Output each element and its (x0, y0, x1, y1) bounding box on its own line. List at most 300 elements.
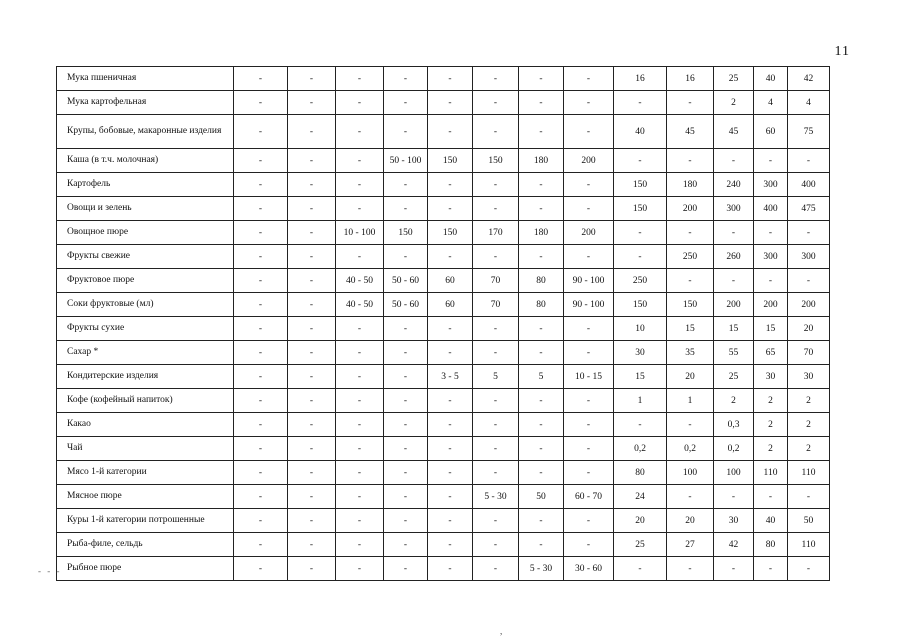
value-cell: - (519, 413, 564, 437)
value-cell: 15 (667, 317, 714, 341)
value-cell: - (288, 533, 336, 557)
value-cell: - (754, 485, 788, 509)
value-cell: 110 (788, 461, 830, 485)
value-cell: - (714, 485, 754, 509)
value-cell: - (714, 221, 754, 245)
value-cell: 180 (667, 173, 714, 197)
value-cell: - (428, 461, 473, 485)
value-cell: 150 (473, 149, 519, 173)
value-cell: - (288, 197, 336, 221)
value-cell: - (788, 557, 830, 581)
table-row (57, 389, 830, 413)
value-cell: - (428, 557, 473, 581)
value-cell: - (384, 413, 428, 437)
value-cell: 10 - 100 (336, 221, 384, 245)
value-cell: 55 (714, 341, 754, 365)
value-cell: 110 (754, 461, 788, 485)
value-cell: - (667, 485, 714, 509)
product-name-cell: Куры 1-й категории потрошенные (57, 509, 234, 533)
value-cell: 30 (754, 365, 788, 389)
value-cell: 2 (788, 437, 830, 461)
value-cell: - (667, 91, 714, 115)
table-row (57, 317, 830, 341)
value-cell: - (473, 461, 519, 485)
value-cell: 3 - 5 (428, 365, 473, 389)
value-cell: - (614, 221, 667, 245)
value-cell: - (384, 245, 428, 269)
value-cell: 16 (614, 67, 667, 91)
value-cell: 400 (754, 197, 788, 221)
value-cell: 110 (788, 533, 830, 557)
value-cell: 50 - 100 (384, 149, 428, 173)
value-cell: - (336, 245, 384, 269)
table-row (57, 509, 830, 533)
value-cell: - (336, 149, 384, 173)
value-cell: - (384, 437, 428, 461)
value-cell: 40 (754, 67, 788, 91)
value-cell: - (336, 461, 384, 485)
value-cell: 30 (714, 509, 754, 533)
product-name-cell: Соки фруктовые (мл) (57, 293, 234, 317)
value-cell: 60 - 70 (564, 485, 614, 509)
value-cell: 50 - 60 (384, 269, 428, 293)
value-cell: - (234, 557, 288, 581)
value-cell: 90 - 100 (564, 293, 614, 317)
product-name-cell: Картофель (57, 173, 234, 197)
value-cell: 2 (714, 389, 754, 413)
value-cell: - (519, 173, 564, 197)
value-cell: - (288, 149, 336, 173)
value-cell: 15 (714, 317, 754, 341)
value-cell: 20 (667, 365, 714, 389)
value-cell: - (564, 437, 614, 461)
value-cell: - (564, 389, 614, 413)
value-cell: 300 (754, 173, 788, 197)
value-cell: 80 (754, 533, 788, 557)
value-cell: 5 (519, 365, 564, 389)
value-cell: - (754, 149, 788, 173)
table-row (57, 149, 830, 173)
value-cell: - (234, 389, 288, 413)
value-cell: - (714, 269, 754, 293)
value-cell: - (667, 221, 714, 245)
value-cell: 60 (754, 115, 788, 149)
value-cell: 5 (473, 365, 519, 389)
value-cell: 150 (428, 221, 473, 245)
value-cell: 300 (788, 245, 830, 269)
value-cell: - (234, 91, 288, 115)
table-row (57, 533, 830, 557)
value-cell: - (788, 485, 830, 509)
value-cell: - (384, 341, 428, 365)
value-cell: - (564, 533, 614, 557)
value-cell: - (428, 317, 473, 341)
product-name-cell: Мясное пюре (57, 485, 234, 509)
value-cell: - (428, 245, 473, 269)
value-cell: - (336, 67, 384, 91)
value-cell: 16 (667, 67, 714, 91)
value-cell: - (336, 317, 384, 341)
value-cell: - (428, 67, 473, 91)
value-cell: - (288, 389, 336, 413)
value-cell: - (336, 341, 384, 365)
table-row (57, 437, 830, 461)
value-cell: 75 (788, 115, 830, 149)
product-name-cell: Рыбное пюре (57, 557, 234, 581)
product-name-cell: Фрукты сухие (57, 317, 234, 341)
value-cell: - (234, 533, 288, 557)
value-cell: 250 (667, 245, 714, 269)
value-cell: 150 (667, 293, 714, 317)
value-cell: 150 (614, 293, 667, 317)
value-cell: - (234, 67, 288, 91)
value-cell: - (428, 341, 473, 365)
value-cell: - (754, 557, 788, 581)
value-cell: - (384, 173, 428, 197)
value-cell: - (384, 557, 428, 581)
value-cell: - (336, 365, 384, 389)
table-row (57, 115, 830, 149)
value-cell: - (564, 509, 614, 533)
table-row (57, 197, 830, 221)
value-cell: - (614, 557, 667, 581)
value-cell: - (336, 197, 384, 221)
value-cell: 475 (788, 197, 830, 221)
product-name-cell: Какао (57, 413, 234, 437)
value-cell: - (288, 269, 336, 293)
value-cell: - (519, 317, 564, 341)
value-cell: - (288, 437, 336, 461)
product-name-cell: Мука картофельная (57, 91, 234, 115)
value-cell: - (714, 557, 754, 581)
value-cell: - (473, 389, 519, 413)
value-cell: - (519, 67, 564, 91)
value-cell: 2 (788, 389, 830, 413)
value-cell: 2 (754, 413, 788, 437)
value-cell: - (473, 317, 519, 341)
value-cell: - (288, 245, 336, 269)
value-cell: 50 (519, 485, 564, 509)
product-name-cell: Кондитерские изделия (57, 365, 234, 389)
value-cell: 65 (754, 341, 788, 365)
value-cell: - (564, 67, 614, 91)
value-cell: - (384, 115, 428, 149)
product-name-cell: Мука пшеничная (57, 67, 234, 91)
value-cell: - (473, 197, 519, 221)
value-cell: - (519, 509, 564, 533)
value-cell: 300 (754, 245, 788, 269)
value-cell: 45 (667, 115, 714, 149)
product-name-cell: Крупы, бобовые, макаронные изделия (57, 115, 234, 149)
value-cell: - (234, 341, 288, 365)
value-cell: - (428, 509, 473, 533)
value-cell: 0,2 (614, 437, 667, 461)
value-cell: 24 (614, 485, 667, 509)
value-cell: 250 (614, 269, 667, 293)
value-cell: 30 (788, 365, 830, 389)
table-row (57, 245, 830, 269)
value-cell: 200 (754, 293, 788, 317)
value-cell: - (288, 173, 336, 197)
value-cell: - (473, 341, 519, 365)
table-row (57, 461, 830, 485)
value-cell: - (234, 293, 288, 317)
value-cell: - (234, 197, 288, 221)
value-cell: 1 (614, 389, 667, 413)
value-cell: - (384, 461, 428, 485)
value-cell: 90 - 100 (564, 269, 614, 293)
value-cell: - (564, 461, 614, 485)
value-cell: - (428, 485, 473, 509)
value-cell: 150 (384, 221, 428, 245)
value-cell: 2 (714, 91, 754, 115)
value-cell: 2 (754, 389, 788, 413)
table-row (57, 341, 830, 365)
value-cell: 400 (788, 173, 830, 197)
value-cell: - (564, 413, 614, 437)
value-cell: 200 (714, 293, 754, 317)
value-cell: - (336, 437, 384, 461)
value-cell: - (384, 509, 428, 533)
value-cell: 27 (667, 533, 714, 557)
value-cell: 2 (754, 437, 788, 461)
value-cell: - (428, 533, 473, 557)
stray-mark-left: - - - (38, 566, 62, 576)
table-row (57, 91, 830, 115)
value-cell: - (234, 269, 288, 293)
value-cell: - (288, 341, 336, 365)
value-cell: - (564, 115, 614, 149)
value-cell: - (288, 293, 336, 317)
value-cell: 5 - 30 (519, 557, 564, 581)
value-cell: - (336, 91, 384, 115)
value-cell: 45 (714, 115, 754, 149)
value-cell: - (519, 197, 564, 221)
value-cell: - (564, 341, 614, 365)
value-cell: - (336, 389, 384, 413)
value-cell: - (428, 437, 473, 461)
value-cell: - (234, 149, 288, 173)
value-cell: - (564, 173, 614, 197)
value-cell: - (614, 245, 667, 269)
product-name-cell: Овощи и зелень (57, 197, 234, 221)
value-cell: - (234, 413, 288, 437)
value-cell: - (288, 221, 336, 245)
table-row (57, 485, 830, 509)
value-cell: - (336, 413, 384, 437)
value-cell: 20 (614, 509, 667, 533)
value-cell: 15 (614, 365, 667, 389)
value-cell: 42 (714, 533, 754, 557)
value-cell: - (336, 557, 384, 581)
table-row (57, 293, 830, 317)
food-norms-table (56, 66, 830, 581)
table-row (57, 269, 830, 293)
value-cell: - (336, 509, 384, 533)
value-cell: - (667, 269, 714, 293)
value-cell: 300 (714, 197, 754, 221)
value-cell: - (473, 509, 519, 533)
value-cell: 70 (788, 341, 830, 365)
value-cell: - (473, 67, 519, 91)
value-cell: 70 (473, 269, 519, 293)
value-cell: 80 (519, 269, 564, 293)
value-cell: - (614, 91, 667, 115)
value-cell: - (288, 115, 336, 149)
value-cell: - (234, 221, 288, 245)
value-cell: - (564, 317, 614, 341)
value-cell: - (788, 221, 830, 245)
product-name-cell: Чай (57, 437, 234, 461)
value-cell: 40 (614, 115, 667, 149)
value-cell: - (754, 269, 788, 293)
value-cell: 100 (667, 461, 714, 485)
value-cell: - (473, 91, 519, 115)
product-name-cell: Фрукты свежие (57, 245, 234, 269)
value-cell: - (519, 389, 564, 413)
value-cell: - (288, 365, 336, 389)
value-cell: - (519, 341, 564, 365)
value-cell: 80 (614, 461, 667, 485)
value-cell: - (384, 317, 428, 341)
value-cell: 200 (564, 149, 614, 173)
value-cell: - (473, 245, 519, 269)
value-cell: - (234, 437, 288, 461)
value-cell: - (519, 245, 564, 269)
value-cell: 5 - 30 (473, 485, 519, 509)
value-cell: 100 (714, 461, 754, 485)
value-cell: - (234, 365, 288, 389)
value-cell: - (288, 67, 336, 91)
product-name-cell: Кофе (кофейный напиток) (57, 389, 234, 413)
value-cell: - (667, 149, 714, 173)
page-number: 11 (834, 44, 850, 59)
value-cell: 240 (714, 173, 754, 197)
value-cell: 80 (519, 293, 564, 317)
value-cell: - (519, 533, 564, 557)
value-cell: - (234, 317, 288, 341)
value-cell: - (384, 533, 428, 557)
value-cell: 170 (473, 221, 519, 245)
value-cell: - (288, 317, 336, 341)
value-cell: - (564, 197, 614, 221)
table-row (57, 557, 830, 581)
value-cell: - (288, 485, 336, 509)
value-cell: - (473, 173, 519, 197)
value-cell: - (564, 91, 614, 115)
value-cell: 0,2 (714, 437, 754, 461)
table-row (57, 173, 830, 197)
value-cell: - (519, 437, 564, 461)
value-cell: 42 (788, 67, 830, 91)
value-cell: - (788, 269, 830, 293)
value-cell: - (519, 461, 564, 485)
value-cell: - (288, 413, 336, 437)
value-cell: 60 (428, 293, 473, 317)
value-cell: 25 (614, 533, 667, 557)
value-cell: 200 (564, 221, 614, 245)
value-cell: - (288, 91, 336, 115)
product-name-cell: Фруктовое пюре (57, 269, 234, 293)
value-cell: 4 (754, 91, 788, 115)
table-row (57, 221, 830, 245)
value-cell: - (428, 115, 473, 149)
value-cell: - (288, 557, 336, 581)
value-cell: - (614, 149, 667, 173)
value-cell: 20 (667, 509, 714, 533)
value-cell: - (428, 91, 473, 115)
value-cell: 150 (614, 173, 667, 197)
value-cell: - (384, 389, 428, 413)
stray-mark-bottom: , (500, 626, 503, 636)
value-cell: - (519, 91, 564, 115)
value-cell: - (667, 557, 714, 581)
value-cell: - (336, 173, 384, 197)
value-cell: 70 (473, 293, 519, 317)
value-cell: - (384, 485, 428, 509)
value-cell: - (714, 149, 754, 173)
value-cell: - (384, 365, 428, 389)
value-cell: - (288, 509, 336, 533)
value-cell: - (473, 115, 519, 149)
value-cell: - (473, 533, 519, 557)
value-cell: - (384, 197, 428, 221)
value-cell: 40 (754, 509, 788, 533)
value-cell: - (473, 413, 519, 437)
value-cell: 150 (614, 197, 667, 221)
value-cell: 50 (788, 509, 830, 533)
value-cell: - (519, 115, 564, 149)
product-name-cell: Мясо 1-й категории (57, 461, 234, 485)
value-cell: - (384, 67, 428, 91)
value-cell: - (614, 413, 667, 437)
value-cell: 1 (667, 389, 714, 413)
value-cell: - (336, 115, 384, 149)
table-row (57, 365, 830, 389)
value-cell: - (754, 221, 788, 245)
value-cell: 200 (667, 197, 714, 221)
product-name-cell: Сахар * (57, 341, 234, 365)
value-cell: 180 (519, 221, 564, 245)
value-cell: 2 (788, 413, 830, 437)
value-cell: 50 - 60 (384, 293, 428, 317)
value-cell: 4 (788, 91, 830, 115)
value-cell: 10 (614, 317, 667, 341)
value-cell: 25 (714, 67, 754, 91)
value-cell: - (428, 197, 473, 221)
value-cell: - (234, 115, 288, 149)
value-cell: 150 (428, 149, 473, 173)
table-row (57, 67, 830, 91)
value-cell: 40 - 50 (336, 293, 384, 317)
value-cell: - (667, 413, 714, 437)
value-cell: 30 (614, 341, 667, 365)
value-cell: - (564, 245, 614, 269)
value-cell: 180 (519, 149, 564, 173)
value-cell: 35 (667, 341, 714, 365)
product-name-cell: Рыба-филе, сельдь (57, 533, 234, 557)
value-cell: - (336, 485, 384, 509)
value-cell: - (384, 91, 428, 115)
value-cell: - (234, 245, 288, 269)
value-cell: 0,2 (667, 437, 714, 461)
table-row (57, 413, 830, 437)
value-cell: - (473, 557, 519, 581)
value-cell: - (234, 509, 288, 533)
value-cell: 0,3 (714, 413, 754, 437)
value-cell: 40 - 50 (336, 269, 384, 293)
value-cell: - (234, 173, 288, 197)
